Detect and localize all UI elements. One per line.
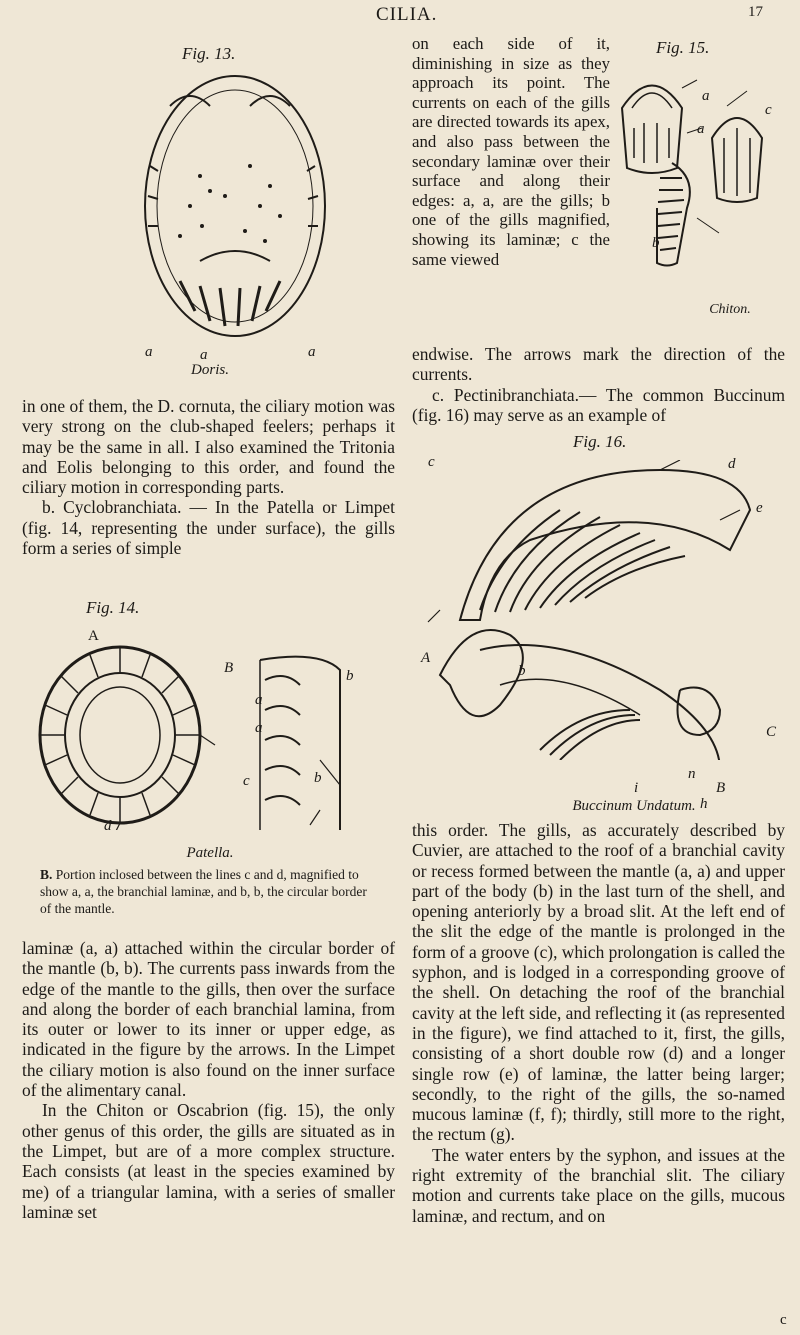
fig16-letter-b: b	[518, 663, 526, 679]
right-column-top-text	[412, 34, 610, 269]
right-column-block-2	[412, 820, 785, 1226]
fig15-letter-a2: a	[697, 121, 705, 137]
right-column-block-1	[412, 344, 785, 425]
fig16-letter-i: i	[634, 780, 639, 796]
fig14-caption: Patella.	[186, 845, 234, 861]
fig13-letter-a1: a	[145, 344, 153, 360]
fig15-label: Fig. 15.	[656, 38, 710, 57]
fig16-letter-e: e	[756, 500, 763, 516]
fig15-letter-c: c	[765, 102, 772, 118]
fig14-letter-b2: b	[314, 770, 322, 786]
fig14-letter-c: c	[243, 773, 250, 789]
paragraph-right-4: this order. The gills, as accurately described by Cuvier, are attached to the roof of a branchial cavity or recess formed between the mantle (a, a) and upper part of the body (b) in the last turn of the shell, and opening anteriorly by a broad slit. At the left end of the slit the edge of the mantle is prolonged in the form of a groove (c), which prolongation is called the syphon, and is lodged in a corresponding groove of the shell. On detaching the roof of the branchial cavity at the left side, and reflecting it (as represented in the figure), we find attached to it, first, the gills, consisting of a short double row (d) and a longer single row (e) of laminæ, the latter being larger; secondly, to the right of the gills, the so-named mucous laminæ (f, f); thirdly, still more to the right, the rectum (g).	[412, 820, 785, 1145]
fig16-letter-d: d	[728, 456, 736, 472]
fig16-letter-h: h	[700, 796, 708, 812]
page-number: 17	[748, 4, 763, 20]
paragraph-left-4: In the Chiton or Oscabrion (fig. 15), the only other genus of this order, the gills are situated as in the Limpet, but are of a more complex structure. Each consists (at least in the species examined by me) of a triangular lamina, with a series of smaller laminæ set	[22, 1100, 395, 1222]
fig16-caption: Buccinum Undatum.	[572, 798, 696, 814]
fig13-letter-a2: a	[200, 347, 208, 363]
running-title: CILIA.	[376, 4, 438, 25]
fig14-letter-b1: b	[346, 668, 354, 684]
fig16-letter-C: C	[766, 724, 777, 740]
catchword: c	[780, 1312, 787, 1328]
paragraph-right-1: on each side of it, diminishing in size as they approach its point. The currents on each of the gills are directed towards its apex, and also pass between the secondary laminæ over their surface and along their edges: a, a, are the gills; b one of the gills magnified, showing its laminæ; c the same viewed	[412, 34, 610, 269]
left-column-block-2	[22, 938, 395, 1222]
fig16-label: Fig. 16.	[573, 432, 627, 451]
paragraph-left-3: laminæ (a, a) attached within the circular border of the mantle (b, b). The currents pass inwards from the edge of the mantle to the gills, then over the surface and along the border of each branchial lamina, from its outer or lower to its inner or upper edge, as indicated in the figure by the arrows. In the Limpet the ciliary motion is also found on the inner surface of the alimentary canal.	[22, 938, 395, 1101]
fig13-label: Fig. 13.	[182, 44, 236, 63]
fig16-letter-c1: c	[428, 454, 435, 470]
fig14-letter-B: B	[224, 660, 234, 676]
fig15-letter-b: b	[652, 235, 660, 251]
paragraph-left-1: in one of them, the D. cornuta, the ciliary motion was very strong on the club-shaped feelers; perhaps it may be the same in all. I also examined the Tritonia and Eolis belonging to this order, and found the ciliary motion in corresponding parts.	[22, 396, 395, 498]
fig14-letter-d: d	[104, 818, 112, 834]
fig14-letter-A: A	[88, 628, 99, 644]
fig15-letter-a1: a	[702, 88, 710, 104]
fig15-caption: Chiton.	[709, 302, 751, 317]
left-column-block-1	[22, 396, 395, 558]
fig16-buccinum-illustration	[420, 460, 760, 760]
page-header	[0, 4, 800, 26]
fig14-patella-illustration	[30, 640, 370, 830]
fig14-note	[40, 866, 380, 917]
fig13-caption: Doris.	[191, 362, 229, 378]
fig14-label: Fig. 14.	[86, 598, 140, 617]
fig16-letter-n: n	[688, 766, 696, 782]
fig14-letter-a2: a	[255, 720, 263, 736]
fig14-note-text: Portion inclosed between the lines c and d, magnified to show a, a, the branchial laminæ, and b, b, the circular border of the mantle.	[40, 867, 367, 916]
paragraph-right-2: endwise. The arrows mark the direction of the currents.	[412, 344, 785, 385]
paragraph-right-5: The water enters by the syphon, and issues at the right extremity of the branchial slit. The ciliary motion and currents take place on the gills, mucous laminæ, and rectum, and on	[412, 1144, 785, 1226]
fig14-note-label: B.	[40, 867, 53, 882]
fig13-doris-illustration	[140, 66, 330, 351]
fig16-letter-A: A	[421, 650, 431, 666]
paragraph-left-2: b. Cyclobranchiata. — In the Patella or Limpet (fig. 14, representing the under surface), the gills form a series of simple	[22, 497, 395, 559]
fig15-chiton-illustration	[612, 58, 782, 278]
fig14-letter-a1: a	[255, 692, 263, 708]
paragraph-right-3: c. Pectinibranchiata.— The common Buccinum (fig. 16) may serve as an example of	[412, 384, 785, 425]
fig16-letter-B: B	[716, 780, 726, 796]
fig13-letter-a3: a	[308, 344, 316, 360]
